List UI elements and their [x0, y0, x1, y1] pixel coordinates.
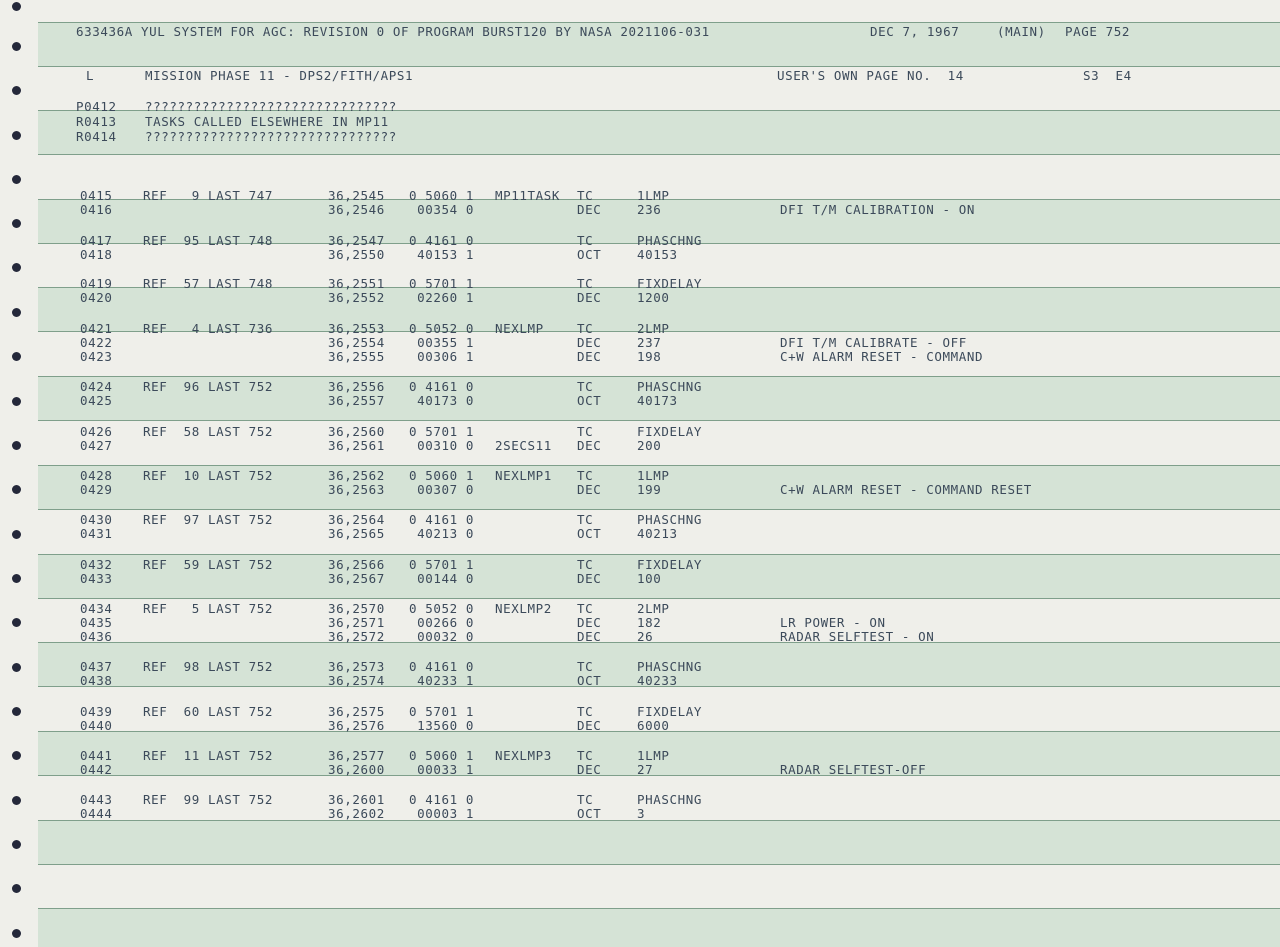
remark-text: ???????????????????????????????: [145, 129, 397, 144]
operand: FIXDELAY: [637, 276, 703, 291]
opcode: DEC: [577, 482, 602, 497]
line-number: 0421: [80, 321, 113, 336]
line-number: 0440: [80, 718, 113, 733]
opcode: TC: [577, 704, 594, 719]
tractor-feed-hole: [12, 263, 21, 272]
ruled-line: [38, 864, 1280, 865]
paper-band: [38, 820, 1280, 864]
line-number: 0422: [80, 335, 113, 350]
operand: 100: [637, 571, 662, 586]
opcode: DEC: [577, 718, 602, 733]
opcode: DEC: [577, 762, 602, 777]
line-number: 0443: [80, 792, 113, 807]
octal-word: 0 5052 0: [409, 321, 475, 336]
reference: REF 11 LAST 752: [143, 748, 274, 763]
opcode: TC: [577, 276, 594, 291]
operand: PHASCHNG: [637, 233, 703, 248]
tractor-feed-hole: [12, 308, 21, 317]
ruled-line: [38, 554, 1280, 555]
opcode: TC: [577, 659, 594, 674]
operand: 3: [637, 806, 646, 821]
ruled-line: [38, 642, 1280, 643]
comment: C+W ALARM RESET - COMMAND RESET: [780, 482, 1032, 497]
line-number: 0427: [80, 438, 113, 453]
address: 36,2547: [328, 233, 385, 248]
address: 36,2551: [328, 276, 385, 291]
operand: 2LMP: [637, 601, 670, 616]
address: 36,2576: [328, 718, 385, 733]
line-number: 0436: [80, 629, 113, 644]
tractor-feed-hole: [12, 2, 21, 11]
octal-word: 0 5060 1: [409, 188, 475, 203]
opcode: TC: [577, 188, 594, 203]
operand: 1200: [637, 290, 670, 305]
octal-word: 40153 1: [409, 247, 475, 262]
operand: 40233: [637, 673, 678, 688]
opcode: DEC: [577, 571, 602, 586]
reference: REF 59 LAST 752: [143, 557, 274, 572]
opcode: TC: [577, 601, 594, 616]
reference: REF 10 LAST 752: [143, 468, 274, 483]
line-number: 0444: [80, 806, 113, 821]
octal-word: 0 4161 0: [409, 379, 475, 394]
octal-word: 40173 0: [409, 393, 475, 408]
reference: REF 57 LAST 748: [143, 276, 274, 291]
operand: 6000: [637, 718, 670, 733]
operand: FIXDELAY: [637, 704, 703, 719]
octal-word: 00310 0: [409, 438, 475, 453]
symbol-label: MP11TASK: [495, 188, 561, 203]
address: 36,2550: [328, 247, 385, 262]
opcode: DEC: [577, 335, 602, 350]
tractor-feed-hole: [12, 42, 21, 51]
octal-word: 00033 1: [409, 762, 475, 777]
line-number: 0431: [80, 526, 113, 541]
address: 36,2567: [328, 571, 385, 586]
ruled-line: [38, 66, 1280, 67]
line-number: 0426: [80, 424, 113, 439]
octal-word: 00144 0: [409, 571, 475, 586]
listing-mode: (MAIN): [997, 24, 1046, 39]
operand: 236: [637, 202, 662, 217]
octal-word: 0 4161 0: [409, 792, 475, 807]
address: 36,2572: [328, 629, 385, 644]
opcode: DEC: [577, 349, 602, 364]
octal-word: 0 4161 0: [409, 659, 475, 674]
address: 36,2601: [328, 792, 385, 807]
line-number: 0430: [80, 512, 113, 527]
line-number: 0439: [80, 704, 113, 719]
symbol-label: 2SECS11: [495, 438, 552, 453]
listing-date: DEC 7, 1967: [870, 24, 960, 39]
comment: C+W ALARM RESET - COMMAND: [780, 349, 984, 364]
operand: 199: [637, 482, 662, 497]
tractor-feed-hole: [12, 86, 21, 95]
opcode: TC: [577, 557, 594, 572]
opcode: TC: [577, 512, 594, 527]
ruled-line: [38, 376, 1280, 377]
tractor-feed-hole: [12, 663, 21, 672]
tractor-feed-hole: [12, 884, 21, 893]
listing-title: 633436A YUL SYSTEM FOR AGC: REVISION 0 OF PROGRAM BURST120 BY NASA 2021106-031: [76, 24, 710, 39]
line-number: 0433: [80, 571, 113, 586]
ruled-line: [38, 465, 1280, 466]
reference: REF 98 LAST 752: [143, 659, 274, 674]
line-number: 0435: [80, 615, 113, 630]
opcode: DEC: [577, 629, 602, 644]
operand: 200: [637, 438, 662, 453]
address: 36,2570: [328, 601, 385, 616]
operand: 40153: [637, 247, 678, 262]
address: 36,2546: [328, 202, 385, 217]
operand: 2LMP: [637, 321, 670, 336]
opcode: TC: [577, 468, 594, 483]
ruled-line: [38, 820, 1280, 821]
address: 36,2557: [328, 393, 385, 408]
octal-word: 0 5060 1: [409, 748, 475, 763]
octal-word: 0 5701 1: [409, 424, 475, 439]
comment: LR POWER - ON: [780, 615, 886, 630]
section-code: S3 E4: [1083, 68, 1132, 83]
address: 36,2561: [328, 438, 385, 453]
ruled-line: [38, 420, 1280, 421]
line-number: 0417: [80, 233, 113, 248]
line-number: 0418: [80, 247, 113, 262]
tractor-feed-hole: [12, 929, 21, 938]
octal-word: 13560 0: [409, 718, 475, 733]
address: 36,2573: [328, 659, 385, 674]
ruled-line: [38, 775, 1280, 776]
reference: REF 95 LAST 748: [143, 233, 274, 248]
tractor-feed-hole: [12, 796, 21, 805]
operand: PHASCHNG: [637, 379, 703, 394]
opcode: TC: [577, 233, 594, 248]
symbol-label: NEXLMP1: [495, 468, 552, 483]
operand: 1LMP: [637, 468, 670, 483]
operand: PHASCHNG: [637, 659, 703, 674]
user-page-number: USER'S OWN PAGE NO. 14: [777, 68, 964, 83]
line-number: 0442: [80, 762, 113, 777]
octal-word: 0 5701 1: [409, 276, 475, 291]
operand: 40213: [637, 526, 678, 541]
line-number: 0420: [80, 290, 113, 305]
tractor-feed-hole: [12, 131, 21, 140]
comment: RADAR SELFTEST-OFF: [780, 762, 927, 777]
reference: REF 4 LAST 736: [143, 321, 274, 336]
address: 36,2562: [328, 468, 385, 483]
octal-word: 00354 0: [409, 202, 475, 217]
line-number: 0441: [80, 748, 113, 763]
operand: FIXDELAY: [637, 424, 703, 439]
octal-word: 00032 0: [409, 629, 475, 644]
ruled-line: [38, 908, 1280, 909]
opcode: TC: [577, 321, 594, 336]
tractor-feed-hole: [12, 441, 21, 450]
remark-text: TASKS CALLED ELSEWHERE IN MP11: [145, 114, 389, 129]
comment: RADAR SELFTEST - ON: [780, 629, 935, 644]
address: 36,2552: [328, 290, 385, 305]
opcode: TC: [577, 379, 594, 394]
ruled-line: [38, 509, 1280, 510]
octal-word: 0 4161 0: [409, 233, 475, 248]
octal-word: 40233 1: [409, 673, 475, 688]
line-number: 0432: [80, 557, 113, 572]
octal-word: 00307 0: [409, 482, 475, 497]
address: 36,2566: [328, 557, 385, 572]
address: 36,2574: [328, 673, 385, 688]
operand: PHASCHNG: [637, 792, 703, 807]
comment: DFI T/M CALIBRATE - OFF: [780, 335, 967, 350]
opcode: DEC: [577, 438, 602, 453]
opcode: OCT: [577, 526, 602, 541]
reference: REF 97 LAST 752: [143, 512, 274, 527]
reference: REF 5 LAST 752: [143, 601, 274, 616]
opcode: OCT: [577, 247, 602, 262]
address: 36,2564: [328, 512, 385, 527]
line-number: 0428: [80, 468, 113, 483]
opcode: OCT: [577, 806, 602, 821]
address: 36,2555: [328, 349, 385, 364]
listing-marker: L: [86, 68, 95, 83]
operand: PHASCHNG: [637, 512, 703, 527]
line-number: 0434: [80, 601, 113, 616]
opcode: TC: [577, 748, 594, 763]
reference: REF 60 LAST 752: [143, 704, 274, 719]
opcode: TC: [577, 792, 594, 807]
octal-word: 00003 1: [409, 806, 475, 821]
octal-word: 0 4161 0: [409, 512, 475, 527]
line-number: 0429: [80, 482, 113, 497]
octal-word: 40213 0: [409, 526, 475, 541]
octal-word: 0 5060 1: [409, 468, 475, 483]
tractor-feed-hole: [12, 352, 21, 361]
address: 36,2575: [328, 704, 385, 719]
remark-number: R0413: [76, 114, 117, 129]
octal-word: 00355 1: [409, 335, 475, 350]
address: 36,2545: [328, 188, 385, 203]
address: 36,2556: [328, 379, 385, 394]
octal-word: 00306 1: [409, 349, 475, 364]
tractor-feed-hole: [12, 530, 21, 539]
octal-word: 0 5701 1: [409, 557, 475, 572]
remark-number: R0414: [76, 129, 117, 144]
line-number: 0437: [80, 659, 113, 674]
opcode: DEC: [577, 290, 602, 305]
reference: REF 58 LAST 752: [143, 424, 274, 439]
ruled-line: [38, 598, 1280, 599]
tractor-feed-hole: [12, 840, 21, 849]
octal-word: 0 5701 1: [409, 704, 475, 719]
line-number: 0416: [80, 202, 113, 217]
tractor-feed-hole: [12, 219, 21, 228]
address: 36,2553: [328, 321, 385, 336]
operand: 182: [637, 615, 662, 630]
operand: 237: [637, 335, 662, 350]
line-number: 0438: [80, 673, 113, 688]
opcode: DEC: [577, 615, 602, 630]
symbol-label: NEXLMP2: [495, 601, 552, 616]
address: 36,2563: [328, 482, 385, 497]
tractor-feed-hole: [12, 397, 21, 406]
address: 36,2560: [328, 424, 385, 439]
reference: REF 96 LAST 752: [143, 379, 274, 394]
remark-text: ???????????????????????????????: [145, 99, 397, 114]
ruled-line: [38, 22, 1280, 23]
opcode: OCT: [577, 393, 602, 408]
paper-band: [38, 908, 1280, 947]
operand: 198: [637, 349, 662, 364]
line-number: 0415: [80, 188, 113, 203]
tractor-feed-hole: [12, 751, 21, 760]
opcode: TC: [577, 424, 594, 439]
tractor-feed-hole: [12, 175, 21, 184]
address: 36,2600: [328, 762, 385, 777]
tractor-feed-hole: [12, 574, 21, 583]
line-number: 0423: [80, 349, 113, 364]
remark-number: P0412: [76, 99, 117, 114]
tractor-feed-hole: [12, 707, 21, 716]
octal-word: 00266 0: [409, 615, 475, 630]
octal-word: 0 5052 0: [409, 601, 475, 616]
tractor-feed-hole: [12, 485, 21, 494]
operand: 27: [637, 762, 654, 777]
operand: 26: [637, 629, 654, 644]
operand: FIXDELAY: [637, 557, 703, 572]
line-number: 0424: [80, 379, 113, 394]
operand: 1LMP: [637, 748, 670, 763]
operand: 40173: [637, 393, 678, 408]
ruled-line: [38, 154, 1280, 155]
mission-phase: MISSION PHASE 11 - DPS2/FITH/APS1: [145, 68, 414, 83]
address: 36,2554: [328, 335, 385, 350]
operand: 1LMP: [637, 188, 670, 203]
symbol-label: NEXLMP: [495, 321, 544, 336]
octal-word: 02260 1: [409, 290, 475, 305]
line-number: 0419: [80, 276, 113, 291]
tractor-feed-hole: [12, 618, 21, 627]
line-number: 0425: [80, 393, 113, 408]
address: 36,2571: [328, 615, 385, 630]
opcode: DEC: [577, 202, 602, 217]
comment: DFI T/M CALIBRATION - ON: [780, 202, 976, 217]
reference: REF 99 LAST 752: [143, 792, 274, 807]
symbol-label: NEXLMP3: [495, 748, 552, 763]
opcode: OCT: [577, 673, 602, 688]
page-number: PAGE 752: [1065, 24, 1131, 39]
address: 36,2602: [328, 806, 385, 821]
address: 36,2577: [328, 748, 385, 763]
address: 36,2565: [328, 526, 385, 541]
reference: REF 9 LAST 747: [143, 188, 274, 203]
